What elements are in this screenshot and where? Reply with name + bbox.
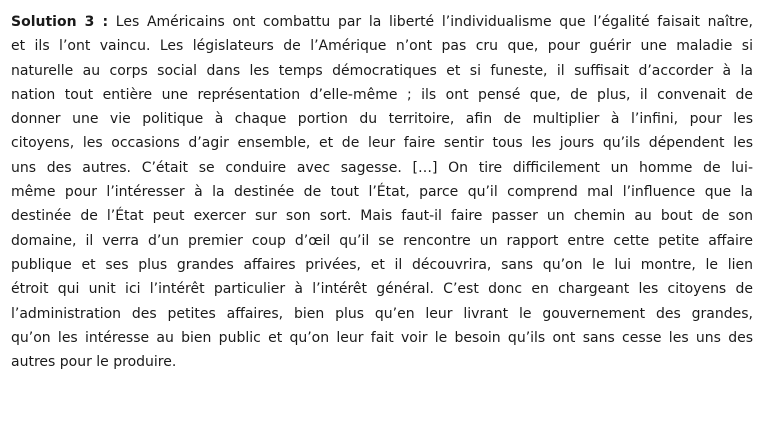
- paragraph-line: citoyens, les occasions d’agir ensemble, et de leur faire sentir tous les jours qu’ils dépendent les: [11, 135, 753, 152]
- paragraph-line: domaine, il verra d’un premier coup d’œil qu’il se rencontre un rapport entre cette petite affaire: [11, 232, 753, 249]
- paragraph-line: destinée de l’État peut exercer sur son sort. Mais faut-il faire passer un chemin au bout de son: [11, 208, 753, 225]
- paragraph-line: donner une vie politique à chaque portion du territoire, afin de multiplier à l’infini, pour les: [11, 111, 753, 128]
- paragraph-line: nation tout entière une représentation d’elle-même ; ils ont pensé que, de plus, il convenait de: [11, 86, 753, 103]
- solution-label: Solution 3 :: [11, 14, 109, 30]
- paragraph-line: autres pour le produire.: [11, 354, 177, 371]
- paragraph-line: et ils l’ont vaincu. Les législateurs de l’Amérique n’ont pas cru que, pour guérir une maladie si: [11, 38, 753, 55]
- paragraph-line: qu’on les intéresse au bien public et qu’on leur fait voir le besoin qu’ils ont sans cesse les uns des: [11, 329, 753, 346]
- paragraph-line: uns des autres. C’était se conduire avec sagesse. […] On tire difficilement un homme de lui-: [11, 159, 753, 176]
- paragraph-line: publique et ses plus grandes affaires privées, et il découvrira, sans qu’on le lui montre, le lien: [11, 256, 753, 273]
- paragraph-line: naturelle au corps social dans les temps démocratiques et si funeste, il suffisait d’accorder à la: [11, 62, 753, 79]
- paragraph-line: même pour l’intéresser à la destinée de tout l’État, parce qu’il comprend mal l’influence que la: [11, 184, 753, 201]
- paragraph-line: étroit qui unit ici l’intérêt particulier à l’intérêt général. C’est donc en chargeant les citoyens de: [11, 281, 753, 298]
- paragraph-line: [11, 10, 753, 34]
- solution-paragraph: [11, 10, 753, 374]
- paragraph-line: l’administration des petites affaires, bien plus qu’en leur livrant le gouvernement des grandes,: [11, 305, 753, 322]
- first-line-text: Les Américains ont combattu par la liberté l’individualisme que l’égalité faisait naître,: [108, 14, 753, 30]
